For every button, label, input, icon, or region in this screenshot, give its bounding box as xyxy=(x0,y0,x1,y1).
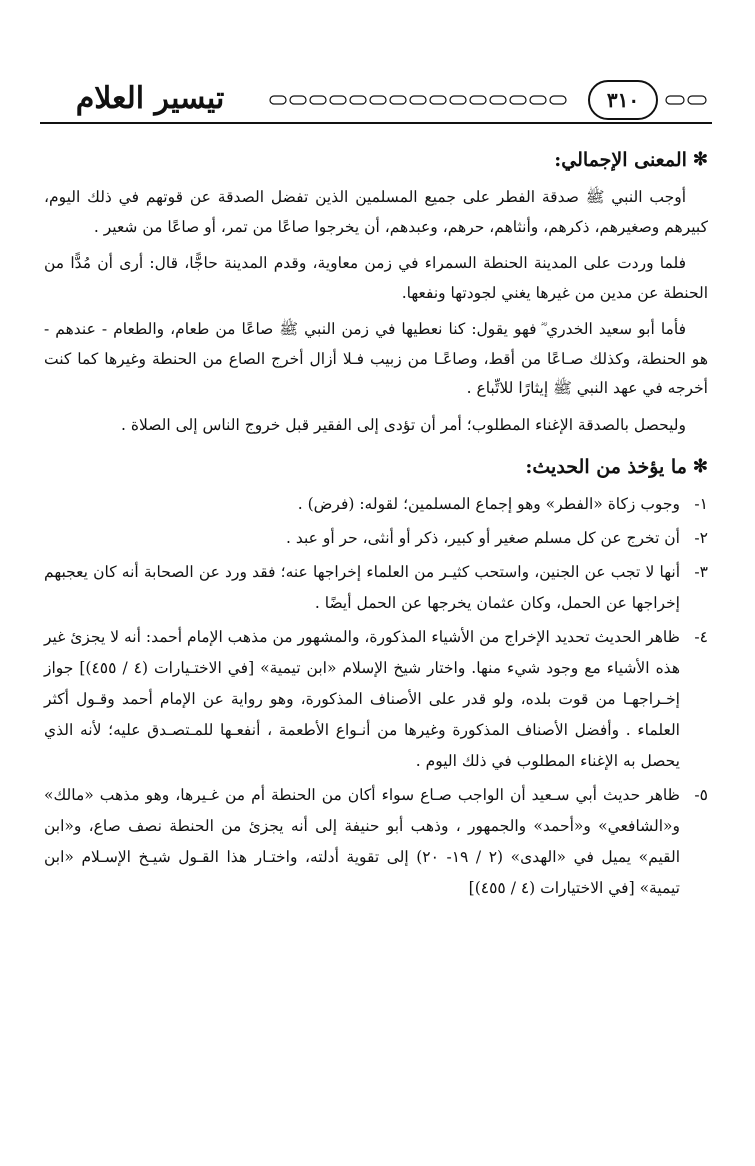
paragraph: فأما أبو سعيد الخدري ؓ فهو يقول: كنا نعطيها في زمن النبي ﷺ صاعًا من طعام، والطعام - عندهم - هو الحنطة، وكذلك صـاعًا من أقط، وصاعًـا من زبيب فـلا أزال أخرج الصاع من الحنطة وغيرها كما كنت أخرجه في عهد النبي ﷺ إيثارًا للاتِّباع . xyxy=(44,320,708,397)
item-text: ظاهر الحديث تحديد الإخراج من الأشياء المذكورة، والمشهور من مذهب الإمام أحمد: أنه لا يجزئ غير هذه الأشياء مع وجود شيء منها. واختار شيخ الإسلام «ابن تيمية» [في الاختـيارات (٤ / ٤٥٥)] جواز إخـراجهـا من قوت بلده، ولو قدر على الأصناف المذكورة، وهو رواية عن الإمام أحمد وقـول أكثر العلماء . وأفضل الأصناف المذكورة وغيرها من أنـواع الأطعمة ، أنفعـها للمـتصـدق عليه؛ لأنه الذي يحصل به الإغناء المطلوب في ذلك اليوم . xyxy=(44,628,680,770)
paragraph: وليحصل بالصدقة الإغناء المطلوب؛ أمر أن تؤدى إلى الفقير قبل خروج الناس إلى الصلاة . xyxy=(120,415,686,434)
list-item xyxy=(44,557,708,619)
page-body xyxy=(44,140,708,907)
asterisk-icon: ✻ xyxy=(692,456,708,477)
item-number: ٥- xyxy=(694,786,708,804)
item-text: وجوب زكاة «الفطر» وهو إجماع المسلمين؛ لقوله: (فرض) . xyxy=(297,495,680,513)
item-number: ١- xyxy=(694,495,708,513)
heading-text: ما يؤخذ من الحديث: xyxy=(525,456,687,478)
list-item xyxy=(44,622,708,777)
list-item xyxy=(44,523,708,554)
item-number: ٣- xyxy=(694,563,708,581)
list-item xyxy=(44,780,708,904)
decorative-border-icon xyxy=(664,94,708,106)
decorative-border-icon xyxy=(268,94,578,106)
item-text: أن تخرج عن كل مسلم صغير أو كبير، ذكر أو أنثى، حر أو عبد . xyxy=(286,529,680,547)
derived-list xyxy=(44,489,708,904)
heading-text: المعنى الإجمالي: xyxy=(554,149,687,171)
asterisk-icon: ✻ xyxy=(692,149,708,170)
paragraph: أوجب النبي ﷺ صدقة الفطر على جميع المسلمين الذين تفضل الصدقة عن قوتهم في ذلك اليوم، كبيرهم وصغيرهم، ذكرهم، وأنثاهم، حرهم، وعبدهم، أن يخرجوا صاعًا من تمر، أو صاعًا من شعير . xyxy=(44,188,708,236)
page-number: ٣١٠ xyxy=(588,80,658,120)
item-text: أنها لا تجب عن الجنين، واستحب كثيـر من العلماء إخراجها عنه؛ فقد ورد عن الصحابة أنه كان يعجبهم إخراجها عن الحمل، وكان عثمان يخرجها عن الحمل أيضًا . xyxy=(44,563,680,612)
item-number: ٢- xyxy=(694,529,708,547)
item-text: ظاهر حديث أبي سـعيد أن الواجب صـاع سواء أكان من الحنطة أم من غـيرها، وهو مذهب «مالك» و«الشافعي» و«أحمد» والجمهور ، وذهب أبو حنيفة إلى أنه يجزئ من الحنطة نصف صاع، و«ابن القيم» يميل في «الهدى» (٢ / ١٩- ٢٠) إلى تقوية أدلته، واختـار هذا القـول شيـخ الإسـلام «ابن تيمية» [في الاختيارات (٤ / ٤٥٥)] xyxy=(44,786,681,897)
item-number: ٤- xyxy=(694,628,708,646)
list-item xyxy=(44,489,708,520)
page-header xyxy=(40,70,712,130)
section-heading-meaning xyxy=(44,140,708,180)
section-heading-derived xyxy=(44,447,708,487)
paragraph: فلما وردت على المدينة الحنطة السمراء في زمن معاوية، وقدم المدينة حاجًّا، قال: أرى أن مُدًّا من الحنطة عن مدين من غيرها يغني لجودتها ونفعها. xyxy=(44,254,708,302)
book-title: تيسير العلام xyxy=(75,80,225,116)
header-rule xyxy=(40,122,712,124)
